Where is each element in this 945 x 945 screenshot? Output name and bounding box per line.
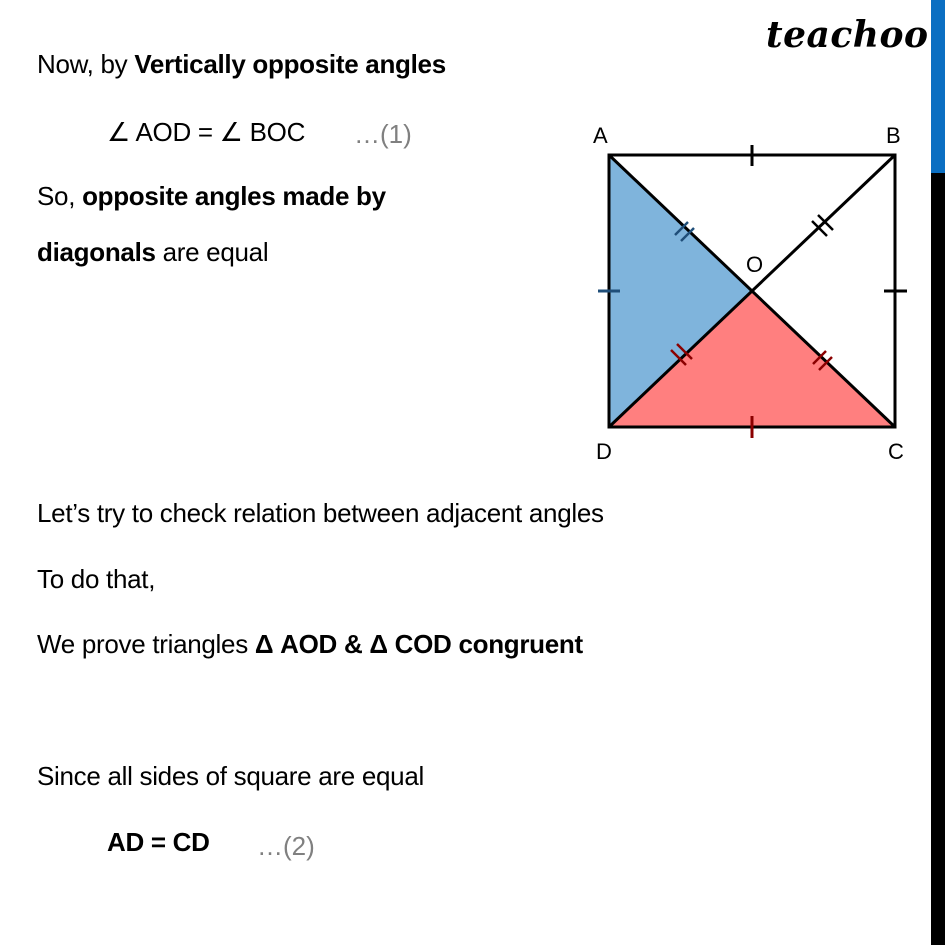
teachoo-logo: teachoo <box>766 14 929 56</box>
statement-sides-equal: Since all sides of square are equal <box>37 761 424 791</box>
vertex-label-o: O <box>746 252 764 277</box>
text-suffix: are equal <box>155 237 269 267</box>
text-bold: Vertically opposite angles <box>134 49 446 79</box>
statement-to-do-that: To do that, <box>37 564 156 594</box>
statement-adjacent-angles: Let’s try to check relation between adjacent angles <box>37 498 604 528</box>
text-bold: diagonals <box>37 237 156 267</box>
vertex-label-c: C <box>888 439 904 464</box>
text-prefix: Now, by <box>37 49 135 79</box>
vertex-label-d: D <box>596 439 612 464</box>
text-bold: AD = CD <box>107 827 210 857</box>
vertex-label-b: B <box>886 123 901 148</box>
equation-ref-2: …(2) <box>257 831 315 861</box>
text-bold: Δ AOD & Δ COD congruent <box>254 629 583 659</box>
equation-1: ∠ AOD = ∠ BOC <box>107 117 306 147</box>
equation-ref-1: …(1) <box>354 119 412 149</box>
vertex-label-a: A <box>593 123 608 148</box>
text-prefix: We prove triangles <box>37 629 255 659</box>
text-prefix: So, <box>37 181 83 211</box>
text-bold: opposite angles made by <box>82 181 386 211</box>
